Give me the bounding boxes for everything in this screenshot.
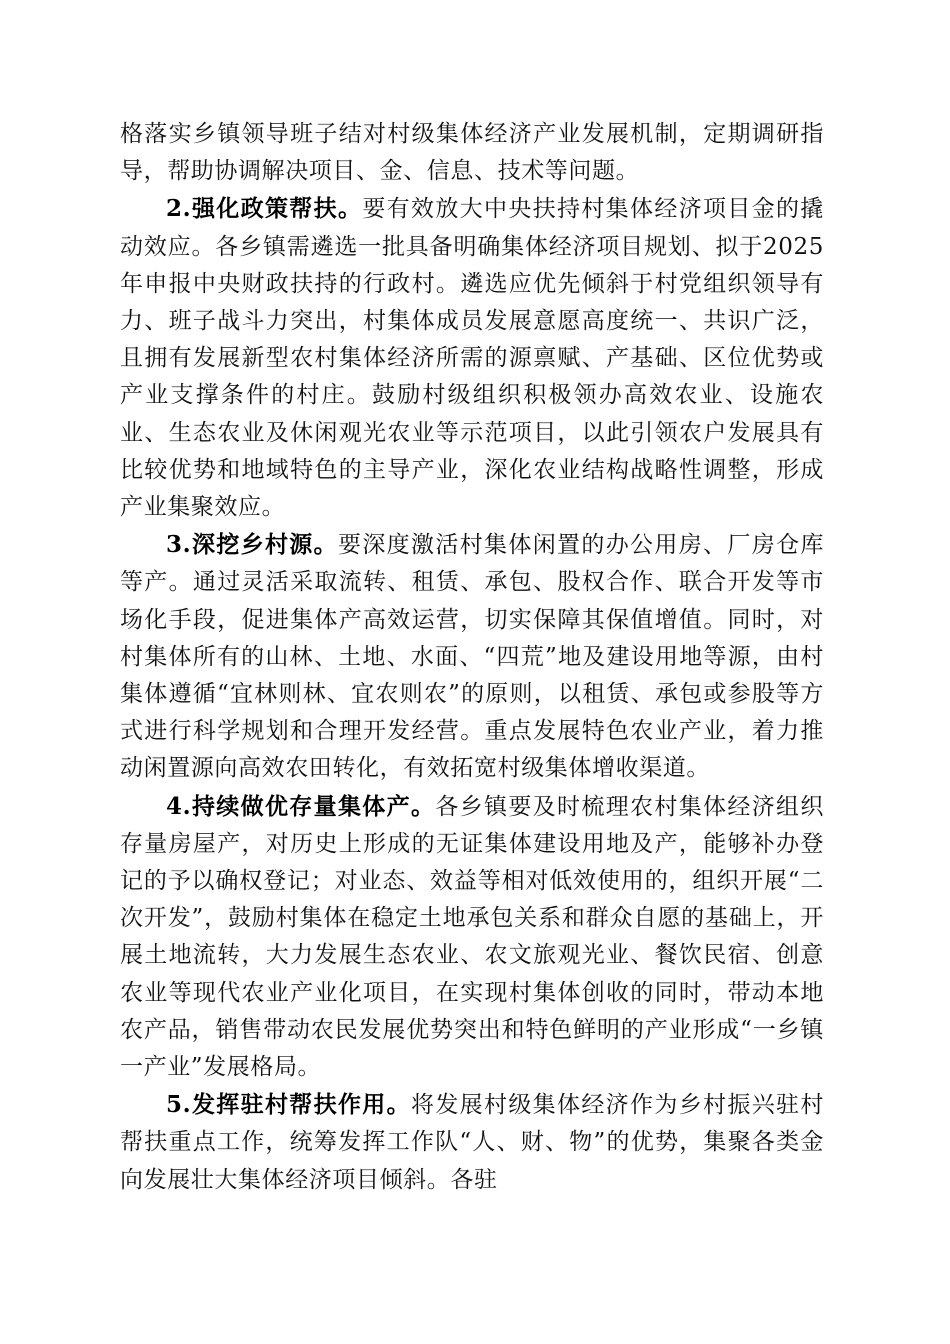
paragraph-rural-resources: [120, 526, 824, 787]
paragraph-policy-support: [120, 190, 824, 526]
paragraph-text: 格落实乡镇领导班子结对村级集体经济产业发展机制，定期调研指导，帮助协调解决项目、金、信息、技术等问题。: [120, 121, 824, 185]
paragraph-text: 要深度激活村集体闲置的办公用房、厂房仓库等产。通过灵活采取流转、租赁、承包、股权合作、联合开发等市场化手段，促进集体产高效运营，切实保障其保值增值。同时，对村集体所有的山林、土地、水面、“四荒”地及建设用地等源，由村集体遵循“宜林则林、宜农则农”的原则，以租赁、承包或参股等方式进行科学规划和合理开发经营。重点发展特色农业产业，着力推动闲置源向高效农田转化，有效拓宽村级集体增收渠道。: [120, 532, 825, 782]
paragraph-text: 各乡镇要及时梳理农村集体经济组织存量房屋产，对历史上形成的无证集体建设用地及产，能够补办登记的予以确权登记；对业态、效益等相对低效使用的，组织开展“二次开发”，鼓励村集体在稳定土地承包关系和群众自愿的基础上，开展土地流转，大力发展生态农业、农文旅观光业、餐饮民宿、创意农业等现代农业产业化项目，在实现村集体创收的同时，带动本地农产品，销售带动农民发展优势突出和特色鲜明的产业形成“一乡镇一产业”发展格局。: [120, 793, 824, 1081]
document-body: [120, 116, 824, 1199]
paragraph-heading: 3.深挖乡村源。: [166, 531, 338, 559]
paragraph-text: 将发展村级集体经济作为乡村振兴驻村帮扶重点工作，统筹发挥工作队“人、财、物”的优势，集聚各类金向发展壮大集体经济项目倾斜。各驻: [120, 1092, 824, 1193]
paragraph-heading: 5.发挥驻村帮扶作用。: [166, 1091, 411, 1119]
paragraph-heading: 4.持续做优存量集体产。: [166, 792, 436, 820]
paragraph-heading: 2.强化政策帮扶。: [166, 195, 363, 223]
paragraph-continuation: [120, 116, 824, 190]
paragraph-village-assistance: [120, 1086, 824, 1199]
paragraph-existing-assets: [120, 788, 824, 1087]
paragraph-text: 要有效放大中央扶持村集体经济项目金的撬动效应。各乡镇需遴选一批具备明确集体经济项目规划、拟于2025年申报中央财政扶持的行政村。遴选应优先倾斜于村党组织领导有力、班子战斗力突出，村集体成员发展意愿高度统一、共识广泛，且拥有发展新型农村集体经济所需的源禀赋、产基础、区位优势或产业支撑条件的村庄。鼓励村级组织积极领办高效农业、设施农业、生态农业及休闲观光农业等示范项目，以此引领农户发展具有比较优势和地域特色的主导产业，深化农业结构战略性调整，形成产业集聚效应。: [120, 196, 824, 521]
